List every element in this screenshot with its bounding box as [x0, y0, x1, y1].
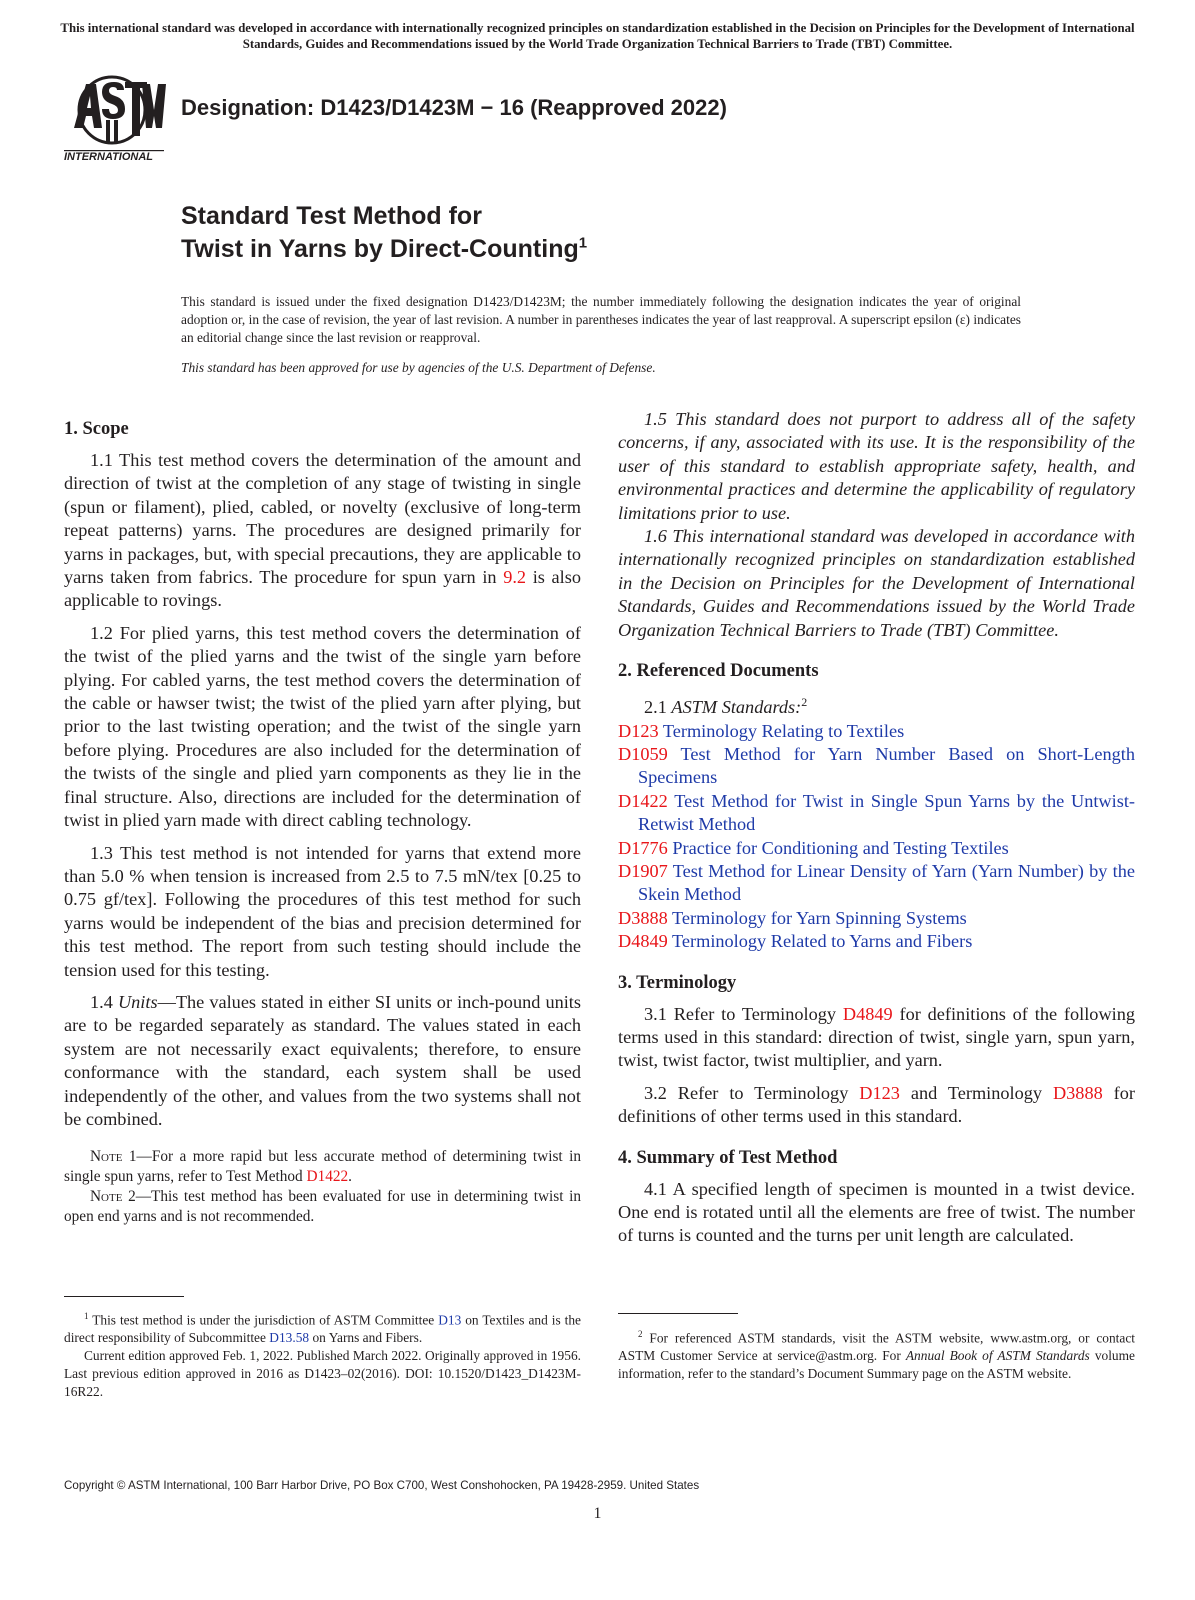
- title-footnote-mark[interactable]: 1: [578, 234, 588, 252]
- section-4-heading: 4. Summary of Test Method: [618, 1147, 838, 1168]
- section-1-heading: 1. Scope: [64, 419, 129, 439]
- para-1-5: 1.5 This standard does not purport to address all of the safety concerns, if any, associated with its use. It is the responsibility of the user of this standard to establish appropriate safety, health, and environmental practices and determine the applicability of regulatory limitations prior to use.: [618, 409, 1135, 523]
- svg-text:INTERNATIONAL: INTERNATIONAL: [64, 151, 154, 163]
- para-1-2: 1.2 For plied yarns, this test method covers the determination of the twist of the plied yarns and the twist of the single yarn before plying. For cabled yarns, the test method covers the determination of the cable or hawser twist; the twist of the plied yarn after plying, but prior to the last twisting operation; and the twist of the single yarn before plying. Procedures are also included for the determination of the twists of the single and plied yarn components as they lie in the final structure. Also, directions are included for the determination of twist in plied yarn made with direct cabling technology.: [64, 622, 581, 831]
- para-1-6: 1.6 This international standard was developed in accordance with internationally recognized principles on standardization established in the Decision on Principles for the Development of International Standards, Guides and Recommendations issued by the World Trade Organization Technical Barriers to Trade (TBT) Committee.: [618, 526, 1135, 640]
- link-d13-58[interactable]: D13.58: [269, 1330, 310, 1346]
- link-d13[interactable]: D13: [438, 1312, 462, 1328]
- section-2-heading: 2. Referenced Documents: [618, 661, 819, 682]
- dod-note: This standard has been approved for use by agencies of the U.S. Department of Defense.: [181, 360, 656, 375]
- ref-item[interactable]: D3888 Terminology for Yarn Spinning Systems: [618, 907, 967, 928]
- link-d3888[interactable]: D3888: [1052, 1082, 1103, 1103]
- link-9-2[interactable]: 9.2: [503, 567, 527, 588]
- note-1: Note 1—For a more rapid but less accurate method of determining twist in single spun yarns, refer to Test Method D1422.: [64, 1148, 582, 1186]
- title-line-1: Standard Test Method for: [181, 202, 482, 230]
- para-1-1: 1.1 This test method covers the determination of the amount and direction of twist at the completion of any stage of twisting in single (spun or filament), plied, cabled, or novelty (exclusive of long-term repeat patterns) yarns. The procedures are designed primarily for yarns in packages, but, with special precautions, they are applicable to yarns taken from fabrics. The procedure for spun yarn in 9.2 is also applicable to rovings.: [64, 450, 581, 611]
- page-number: 1: [593, 1505, 602, 1522]
- ref-item[interactable]: D4849 Terminology Related to Yarns and Fibers: [618, 931, 973, 952]
- para-3-2: 3.2 Refer to Terminology D123 and Terminology D3888 for definitions of other terms used in this standard.: [618, 1082, 1135, 1127]
- ref-item[interactable]: D1422 Test Method for Twist in Single Spun Yarns by the Untwist-Retwist Method: [618, 790, 1135, 835]
- ref-item[interactable]: D1776 Practice for Conditioning and Testing Textiles: [618, 837, 1009, 858]
- right-column: [618, 408, 1135, 1257]
- ref-item[interactable]: D1907 Test Method for Linear Density of Yarn (Yarn Number) by the Skein Method: [618, 861, 1135, 905]
- note-2: Note 2—This test method has been evaluated for use in determining twist in open end yarns and is not recommended.: [64, 1188, 582, 1226]
- para-3-1: 3.1 Refer to Terminology D4849 for definitions of the following terms used in this standard: direction of twist, single yarn, spun yarn, twist, twist factor, twist multiplier, and yarn.: [618, 1003, 1136, 1071]
- link-d4849[interactable]: D4849: [842, 1003, 893, 1024]
- wto-notice: This international standard was developed in accordance with internationally recognized principles on standardization established in the Decision on Principles for the Development of International Standards, Guides and Recommendations issued by the World Trade Organization Technical Barriers to Trade (TBT) Committee.: [60, 21, 1135, 51]
- para-2-1: 2.1 ASTM Standards:$^2$: [644, 695, 808, 718]
- reference-list: [618, 720, 1135, 954]
- issue-note: This standard is issued under the fixed designation D1423/D1423M; the number immediately following the designation indicates the year of original adoption or, in the case of revision, the year of last revision. A number in parentheses indicates the year of last reapproval. A superscript epsilon (ε) indicates an editorial change since the last revision or reapproval.: [181, 294, 1021, 345]
- footnote-rule-left: [64, 1296, 184, 1297]
- astm-logo: [62, 70, 170, 166]
- link-d1422-note[interactable]: D1422: [306, 1168, 349, 1186]
- ref-item[interactable]: D1059 Test Method for Yarn Number Based on Short-Length Specimens: [618, 743, 1135, 788]
- ref-item[interactable]: D123 Terminology Relating to Textiles: [618, 720, 905, 741]
- para-4-1: 4.1 A specified length of specimen is mounted in a twist device. One end is rotated until all the elements are free of twist. The number of turns is counted and the turns per unit length are calculated.: [618, 1178, 1135, 1246]
- title-line-2: Twist in Yarns by Direct-Counting$^1$: [181, 234, 588, 263]
- document-title: [181, 200, 587, 266]
- left-column: [64, 418, 581, 1227]
- para-1-4: 1.4 Units—The values stated in either SI units or inch-pound units are to be regarded separately as standard. The values stated in each system are not necessarily exact equivalents; therefore, to ensure conformance with the standard, each system shall be used independently of the other, and values from the two systems shall not be combined.: [64, 991, 582, 1129]
- designation: Designation: D1423/D1423M − 16 (Reapproved 2022): [181, 95, 727, 120]
- footnote-rule-right: [618, 1313, 738, 1314]
- footnote-1: $^1$ This test method is under the jurisdiction of ASTM Committee D13 on Textiles and is the direct responsibility of Subcommittee D13.58 on Yarns and Fibers. Current edition approved Feb. 1, 2022. Published March 2022. Originally approved in 1956. Last previous edition approved in 2016 as D1423–02(2016). DOI: 10.1520/D1423_D1423M-16R22.: [64, 1311, 581, 1400]
- para-1-3: 1.3 This test method is not intended for yarns that extend more than 5.0 % when tension is increased from 2.5 to 7.5 mN/tex [0.25 to 0.75 gf/tex]. Following the procedures of this test method for such yarns would be independent of the bias and precision determined for this test method. The report from such testing should include the tension used for this testing.: [64, 842, 581, 980]
- section-3-heading: 3. Terminology: [618, 972, 737, 993]
- link-d123[interactable]: D123: [859, 1082, 900, 1103]
- copyright: Copyright © ASTM International, 100 Barr Harbor Drive, PO Box C700, West Conshohocken, PA 19428-2959. United States: [64, 1479, 700, 1492]
- footnote-2: $^2$ For referenced ASTM standards, visit the ASTM website, www.astm.org, or contact ASTM Customer Service at service@astm.org. For Annual Book of ASTM Standards volume information, refer to the standard’s Document Summary page on the ASTM website.: [618, 1329, 1135, 1382]
